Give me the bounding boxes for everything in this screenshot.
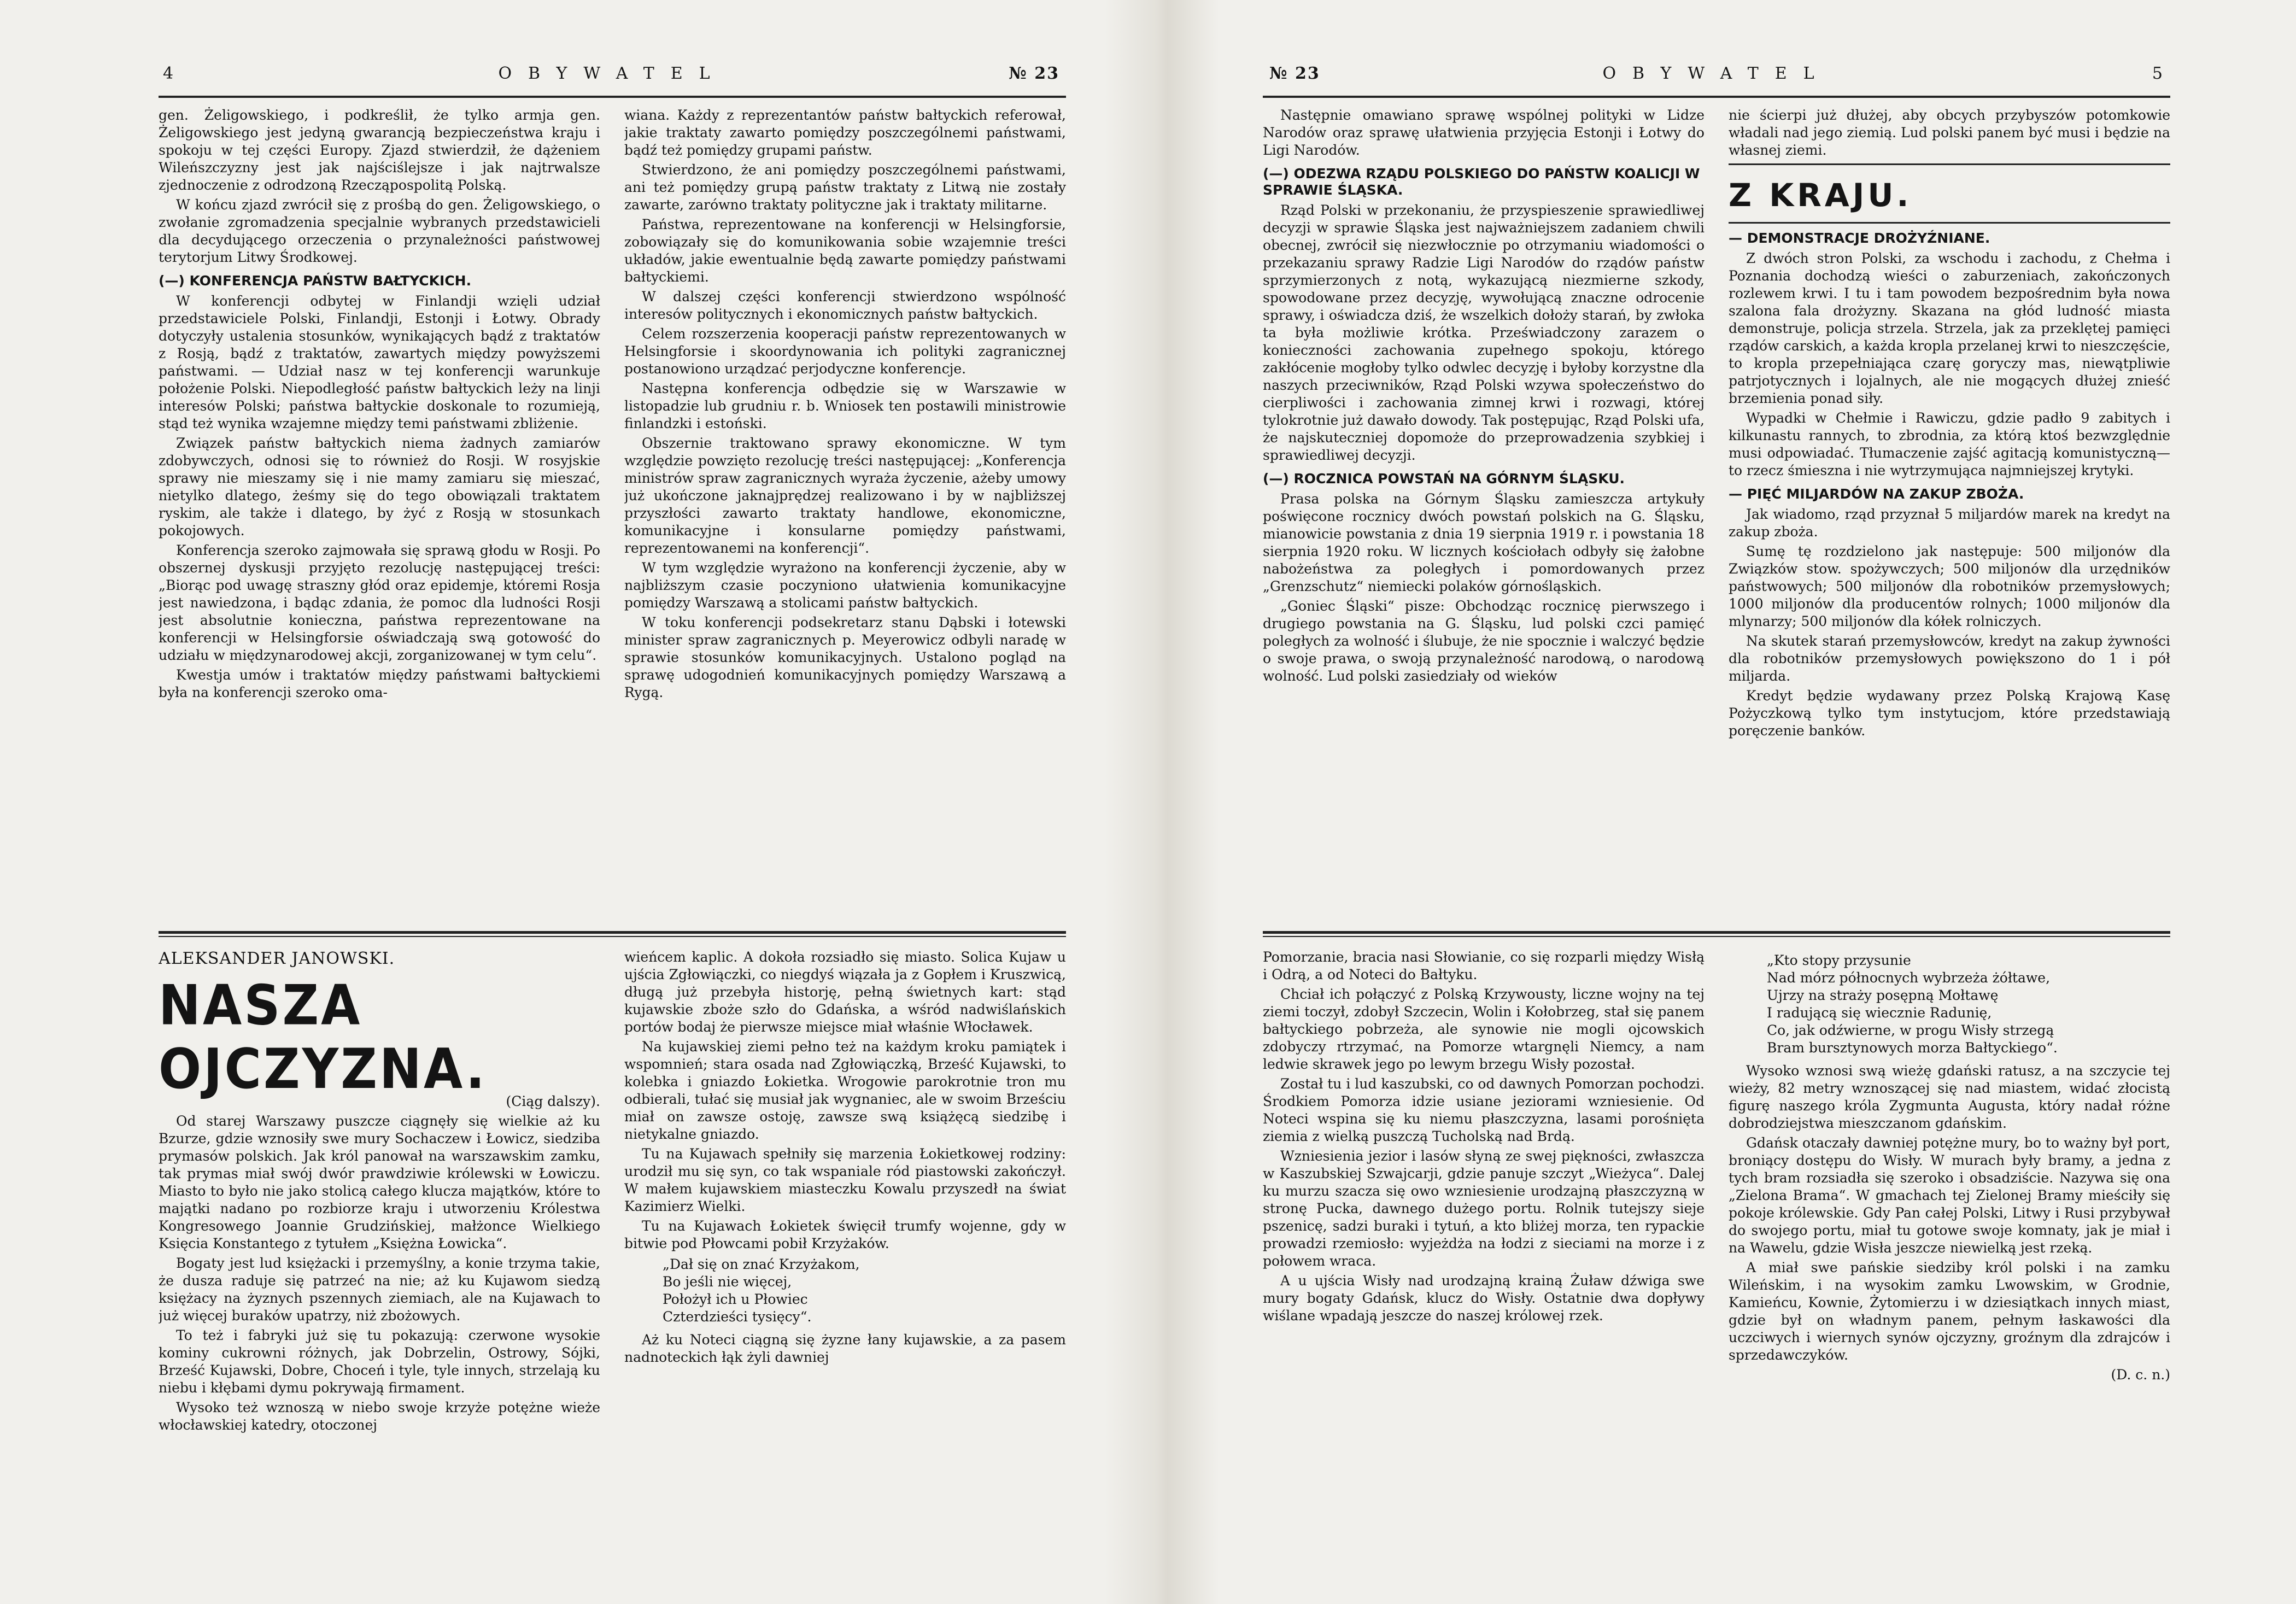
poem-line: Nad mórz północnych wybrzeża żółtawe, xyxy=(1767,970,2051,986)
paragraph: Wysoko też wznoszą w niebo swoje krzyże potężne wieże włocławskiej katedry, otoczonej xyxy=(159,1399,600,1433)
poem-line: Bram bursztynowych morza Bałtyckiego“. xyxy=(1767,1040,2058,1056)
section-heading: (—) ROCZNICA POWSTAŃ NA GÓRNYM ŚLĄSKU. xyxy=(1263,471,1625,487)
paragraph: W toku konferencji podsekretarz stanu Dąbski i łotewski minister spraw zagranicznych p. Meyerowicz odbyli naradę w sprawie stosunków komunikacyjnych. Ustalono pogląd na sprawę udogodnień komunikacyjnych pomiędzy Warszawą a Rygą. xyxy=(624,614,1066,700)
paragraph: Wzniesienia jezior i lasów słyną ze swej piękności, zwłaszcza w Kaszubskiej Szwajcarji, gdzie panuje szczyt „Wieżyca“. Dalej ku murzu szacza się owo wzniesienie urodzajną płaszczyzną w stronę Pucka, dawnego dużego portu. Rolnik tutejszy sieje pszenicę, sadzi buraki i tytuń, a kto bliżej morza, ten rypackie prowadzi rzemiosło: wyjeżdża na łodzi z sieciami na morze i z połowem wraca. xyxy=(1263,1148,1705,1269)
paragraph: Rząd Polski w przekonaniu, że przyspieszenie sprawiedliwej decyzji w sprawie Śląska jest najważniejszem zadaniem chwili obecnej, zwrócił się niezwłocznie po otrzymaniu wiadomości o przekazaniu sprawy Radzie Ligi Narodów do rządów państw sprzymierzonych z notą, wykazującą niezmierne szkody, spowodowane przez decyzję, wywołującą znaczne odrocenie sprawy, i oświadcza dziś, że wszelkich dołoży starań, by zwłoka ta była możliwie krótka. Przeświadczony zarazem o konieczności zachowania zupełnego spokoju, którego zakłócenie mogłoby tylko odwlec decyzję i byłoby korzystne dla naszych przeciwników, Rząd Polski wzywa społeczeństwo do cierpliwości i zachowania zimnej krwi i rozwagi, której tylokrotnie już dawało dowody. Tak postępując, Rząd Polski ufa, że najskuteczniej dopomoże do przeprowadzenia szybkiej i sprawiedliwej decyzji. xyxy=(1263,202,1705,463)
section-title: Z KRAJU. xyxy=(1729,177,1912,214)
paragraph: Wypadki w Chełmie i Rawiczu, gdzie padło 9 zabitych i kilkunastu rannych, to zbrodnia, za którą ktoś bezwzględnie musi odpowiadać. Tłumaczenie zajść agitacją komunistyczną—to rzecz śmieszna i nie wytrzymująca najmniejszej krytyki. xyxy=(1729,410,2170,479)
poem-line: „Kto stopy przysunie xyxy=(1767,952,1911,968)
paragraph: Tu na Kujawach Łokietek święcił trumfy wojenne, gdy w bitwie pod Płowcami pobił Krzyżaków. xyxy=(624,1218,1066,1251)
paragraph: Państwa, reprezentowane na konferencji w Helsingforsie, zobowiązały się do komunikowania sobie wzajemnie treści układów, jakie ewentualnie będą zawarte pomiędzy państwami bałtyckiemi. xyxy=(624,216,1066,285)
paragraph: To też i fabryki już się tu pokazują: czerwone wysokie kominy cukrowni różnych, jak Dobrzelin, Ostrowy, Sójki, Brześć Kujawski, Dobre, Choceń i tyle, tyle innych, strzelają ku niebu i kłębami dymu pokrywają firmament. xyxy=(159,1327,600,1396)
paragraph: Tu na Kujawach spełniły się marzenia Łokietkowej rodziny: urodził mu się syn, co tak wspaniale ród piastowski zakończył. W małem kujawskiem miasteczku Kowalu przyszedł na świat Kazimierz Wielki. xyxy=(624,1146,1066,1214)
paragraph: wieńcem kaplic. A dokoła rozsiadło się miasto. Solica Kujaw u ujścia Zgłowiączki, co niegdyś wiązała ja z Gopłem i Kruszwicą, długą już przebyła historję, pełną świetnych kart: stąd kujawskie zboże szło do Gdańska, a wśród nadwiślańskich portów bodaj że pierwsze miejsce miał właśnie Włocławek. xyxy=(624,949,1066,1035)
article-author: ALEKSANDER JANOWSKI. xyxy=(159,949,395,968)
paragraph: Na skutek starań przemysłowców, kredyt na zakup żywności dla robotników przemysłowych powiększono do 1 i pół miljarda. xyxy=(1729,633,2170,684)
paragraph: Bogaty jest lud księżacki i przemyślny, a konie trzyma takie, że dusza raduje się patrzeć na nie; aż ku Kujawom siedzą księżacy na żyznych pszennych ziemiach, ale na Kujawach to już więcej buraków upatrzy, niż zbożowych. xyxy=(159,1255,600,1324)
right-page xyxy=(1263,52,2170,1462)
continuation-note: (D. c. n.) xyxy=(2111,1367,2170,1383)
paragraph: Stwierdzono, że ani pomiędzy poszczególnemi państwami, ani też pomiędzy grupą państw traktaty z Litwą nie zostały zawarte, zarówno traktaty polityczne jak i traktaty militarne. xyxy=(624,162,1066,213)
paragraph: Jak wiadomo, rząd przyznał 5 miljardów marek na kredyt na zakup zboża. xyxy=(1729,506,2170,540)
poem-line: Bo jeśli nie więcej, xyxy=(663,1274,792,1290)
article-title: NASZA OJCZYZNA. xyxy=(159,973,487,1102)
news-columns xyxy=(159,107,1066,916)
paragraph: Został tu i lud kaszubski, co od dawnych Pomorzan pochodzi. Środkiem Pomorza idzie usiane jeziorami wzniesienie. Od Noteci wspina się ku niemu płaszczyzna, lasami porośnięta ziemia z wielką puszczą Tucholską nad Brdą. xyxy=(1263,1076,1705,1144)
paragraph: nie ścierpi już dłużej, aby obcych przybyszów potomkowie władali nad jego ziemią. Lud polski panem być musi i będzie na własnej ziemi. xyxy=(1729,107,2170,158)
page-number: 4 xyxy=(163,64,175,83)
paragraph: A u ujścia Wisły nad urodzajną krainą Żuław dźwiga swe mury bogaty Gdańsk, klucz do Wisły. Ostatnie dwa dopływy wiślane wpadają jeszcze do naszej królowej rzek. xyxy=(1263,1273,1705,1324)
issue-number: № 23 xyxy=(1009,64,1059,83)
binding-gutter xyxy=(1104,0,1219,1604)
continued-note: (Ciąg dalszy). xyxy=(506,1093,600,1109)
article-column-1 xyxy=(159,949,600,1457)
article-column-2 xyxy=(1729,949,2170,1457)
paragraph: „Goniec Śląski“ pisze: Obchodząc rocznicę pierwszego i drugiego powstania na G. Śląsku, lud polski czci pamięć poległych za wolność i ślubuje, że nie spocznie i walczyć będzie o swoje prawa, o swoją przynależność narodową, o narodową wolność. Lud polski zasiedziały od wieków xyxy=(1263,598,1705,684)
section-banner xyxy=(1729,163,2170,224)
poem-line: Położył ich u Płowiec xyxy=(663,1291,808,1307)
poem-quote xyxy=(1767,952,2170,1057)
poem-line: Ujrzy na straży posępną Mołtawę xyxy=(1767,987,1999,1003)
section-divider xyxy=(1263,931,2170,937)
paragraph: Kwestja umów i traktatów między państwami bałtyckiemi była na konferencji szeroko oma- xyxy=(159,667,600,700)
paragraph: Następnie omawiano sprawę wspólnej polityki w Lidze Narodów oraz sprawę ułatwienia przyjęcia Estonji i Łotwy do Ligi Narodów. xyxy=(1263,107,1705,158)
issue-number: № 23 xyxy=(1269,64,1320,83)
column-2 xyxy=(624,107,1066,916)
paragraph: A miał swe pańskie siedziby król polski i na zamku Wileńskim, i na wysokim zamku Lwowskim, w Grodnie, Kamieńcu, Kownie, Żytomierzu i w dziesiątkach innych miast, gdzie był on władnym panem, pełnym łaskawości dla uczciwych i wiernych synów ojczyzny, groźnym dla zdrajców i sprzedawczyków. xyxy=(1729,1260,2170,1363)
article-column-1 xyxy=(1263,949,1705,1457)
paragraph: W końcu zjazd zwrócił się z prośbą do gen. Żeligowskiego, o zwołanie zgromadzenia specjalnie wybranych przedstawicieli dla decydującego orzeczenia o przynależności państwowej terytorjum Litwy Środkowej. xyxy=(159,197,600,265)
poem-line: „Dał się on znać Krzyżakom, xyxy=(663,1256,860,1272)
paragraph: W tym względzie wyrażono na konferencji życzenie, aby w najbliższym czasie poczyniono ułatwienia komunikacyjne pomiędzy Warszawą a stolicami państw bałtyckich. xyxy=(624,560,1066,611)
paragraph: Celem rozszerzenia kooperacji państw reprezentowanych w Helsingforsie i skoordynowania ich polityki zagranicznej postanowiono urządzać perjodyczne konferencje. xyxy=(624,326,1066,377)
paragraph: gen. Żeligowskiego, i podkreślił, że tylko armja gen. Żeligowskiego jest jedyną gwarancją bezpieczeństwa kraju i spokoju w tej części Europy. Zjazd stwierdził, że dążeniem Wileńszczyzny jest jak najściślejsze i jak najtrwalsze zjednoczenie z odrodzoną Rzecząpospolitą Polską. xyxy=(159,107,600,193)
article-column-2 xyxy=(624,949,1066,1457)
paragraph: Gdańsk otaczały dawniej potężne mury, bo to ważny był port, broniący dostępu do Wisły. W murach były bramy, a jedna z tych bram rozsiadła się szeroko i obsadziście. Nazywa się ona „Zielona Brama“. W gmachach tej Zielonej Bramy mieściły się pokoje królewskie. Gdy Pan całej Polski, Litwy i Rusi przybywał do swojego portu, miał tu gotowe swoje komnaty, jak je miał i na Wawelu, gdzie Wisła jeszcze niewielką jest rzeką. xyxy=(1729,1135,2170,1256)
paragraph: wiana. Każdy z reprezentantów państw bałtyckich referował, jakie traktaty zawarto pomiędzy poszczególnemi państwami, bądź też pomiędzy grupami państw. xyxy=(624,107,1066,158)
paragraph: W dalszej części konferencji stwierdzono wspólność interesów politycznych i ekonomicznych państw bałtyckich. xyxy=(624,289,1066,322)
paragraph: Obszernie traktowano sprawy ekonomiczne. W tym względzie powzięto rezolucję treści następującej: „Konferencja ministrów spraw zagranicznych wyraża życzenie, ażeby umowy już ukończone jaknajprędzej realizowano i by w najbliższej przyszłości zawarto traktaty handlowe, ekonomiczne, komunikacyjne i konsularne pomiędzy państwami, reprezentowanemi na konferencji“. xyxy=(624,435,1066,556)
paragraph: Pomorzanie, bracia nasi Słowianie, co się rozparli między Wisłą i Odrą, a od Noteci do Bałtyku. xyxy=(1263,949,1705,982)
paragraph: W konferencji odbytej w Finlandji wzięli udział przedstawiciele Polski, Finlandji, Estonji i Łotwy. Obrady dotyczyły ustalenia stosunków, wynikających bądź z traktatów z Rosją, bądź z traktatów, zawartych między powyższemi państwami. — Udział nasz w tej konferencji warunkuje położenie Polski. Niepodległość państw bałtyckich leży na linji interesów Polski; państwa bałtyckie doskonale to rozumieją, stąd też wynika wzajemne między temi państwami zbliżenie. xyxy=(159,293,600,431)
section-divider xyxy=(159,931,1066,937)
paragraph: Związek państw bałtyckich niema żadnych zamiarów zdobywczych, odnosi się to również do Rosji. W rosyjskie sprawy nie mieszamy się i nie mamy zamiaru się mieszać, nietylko dlatego, żeśmy się do tego obowiązali traktatem ryskim, ale także i dlatego, by żyć z Rosją w stosunkach pokojowych. xyxy=(159,435,600,538)
paragraph: Z dwóch stron Polski, za wschodu i zachodu, z Chełma i Poznania dochodzą wieści o zaburzeniach, zakończonych rozlewem krwi. I tu i tam powodem bezpośrednim była nowa szalona fala drożyzny. Skazana na głód ludność miasta demonstruje, policja strzela. Strzela, jak za przeklętej pamięci rządów carskich, a każda kropla przelanej krwi to nieszczęście, to kropla przepełniająca czarę goryczy mas, niewątpliwie patrjotycznych i lojalnych, ale nie mogących dłużej znieść brzemienia ponad siły. xyxy=(1729,250,2170,407)
paragraph: Kredyt będzie wydawany przez Polską Krajową Kasę Pożyczkową tylko tym instytucjom, które przedstawiają poręczenie banków. xyxy=(1729,688,2170,739)
feature-article xyxy=(159,949,1066,1457)
paragraph: Aż ku Noteci ciągną się żyzne łany kujawskie, a za pasem nadnoteckich łąk żyli dawniej xyxy=(624,1332,1066,1365)
section-heading: — DEMONSTRACJE DROŻYŹNIANE. xyxy=(1729,230,1990,247)
column-1 xyxy=(1263,107,1705,916)
poem-line: I radującą się wiecznie Radunię, xyxy=(1767,1005,1992,1021)
poem-line: Co, jak odźwierne, w progu Wisły strzegą xyxy=(1767,1022,2054,1038)
page-number: 5 xyxy=(2152,64,2164,83)
page-header xyxy=(1263,57,2170,98)
news-columns xyxy=(1263,107,2170,916)
paragraph: Prasa polska na Górnym Śląsku zamieszcza artykuły poświęcone rocznicy dwóch powstań polskich na G. Śląsku, mianowicie powstania z dnia 19 sierpnia 1919 r. i powstania 18 sierpnia 1920 roku. W licznych kościołach odbyły się żałobne nabożeństwa za poległych i pomordowanych przez „Grenzschutz“ niemiecki polaków górnośląskich. xyxy=(1263,491,1705,594)
paragraph: Od starej Warszawy puszcze ciągnęły się wielkie aż ku Bzurze, gdzie wznosiły swe mury Sochaczew i Łowicz, siedziba prymasów polskich. Jak król panował na warszawskim zamku, tak prymas miał swój dwór prawdziwie królewski w Łowiczu. Miasto to było nie jako stolicą całego klucza majątków, które to majątki nadano po rozbiorze kraju i utworzeniu Królestwa Kongresowego Joannie Grudzińskiej, małżonce Wielkiego Księcia Konstantego z tytułem „Księżna Łowicka“. xyxy=(159,1113,600,1251)
paragraph: Na kujawskiej ziemi pełno też na każdym kroku pamiątek i wspomnień; stara osada nad Zgłowiączką, Brześć Kujawski, to kolebka i gniazdo Łokietka. Wrogowie parokrotnie tron mu odbierali, tułać się musiał jak wygnaniec, ale w swoim Brześciu miał on zawsze ostoję, zawsze swą książęcą siedzibę i nietykalne gniazdo. xyxy=(624,1039,1066,1142)
column-2 xyxy=(1729,107,2170,916)
section-heading: (—) ODEZWA RZĄDU POLSKIEGO DO PAŃSTW KOALICJI W SPRAWIE ŚLĄSKA. xyxy=(1263,166,1700,198)
page-header xyxy=(159,57,1066,98)
paragraph: Sumę tę rozdzielono jak następuje: 500 miljonów dla Związków stow. spożywczych; 500 miljonów dla urzędników państwowych; 500 miljonów dla robotników przemysłowych; 1000 miljonów dla producentów rolnych; 1000 miljonów dla mlynarzy; 500 miljonów dla kółek rolniczych. xyxy=(1729,543,2170,630)
column-1 xyxy=(159,107,600,916)
left-page xyxy=(159,52,1066,1462)
poem-quote xyxy=(663,1256,1066,1326)
section-heading: (—) KONFERENCJA PAŃSTW BAŁTYCKICH. xyxy=(159,273,472,289)
section-heading: — PIĘĆ MILJARDÓW NA ZAKUP ZBOŻA. xyxy=(1729,486,2024,502)
paragraph: Konferencja szeroko zajmowała się sprawą głodu w Rosji. Po obszernej dyskusji przyjęto rezolucję następującej treści: „Biorąc pod uwagę straszny głód oraz epidemje, któremi Rosja jest nawiedzona, i bądąc zdania, że pomoc dla ludności Rosji jest absolutnie konieczna, państwa reprezentowane na konferencji w Helsingforsie oświadczają swą gotowość do udziału w międzynarodowej akcji, zorganizowanej w tym celu“. xyxy=(159,542,600,663)
poem-line: Czterdzieści tysięcy“. xyxy=(663,1309,812,1325)
paragraph: Następna konferencja odbędzie się w Warszawie w listopadzie lub grudniu r. b. Wniosek ten postawili ministrowie finlandzki i estoński. xyxy=(624,380,1066,431)
paragraph: Chciał ich połączyć z Polską Krzywousty, liczne wojny na tej ziemi toczył, zdobył Szczecin, Wolin i Kołobrzeg, stał się panem bałtyckiego pobrzeża, ale synowie nie mogli ojcowskich zdobyczy rtrzymać, na Pomorze wtargnęli Niemcy, a nam ledwie skrawek jego po lewym brzegu Wisły pozostał. xyxy=(1263,986,1705,1072)
masthead-title: OBYWATEL xyxy=(1602,64,1831,83)
paragraph: Wysoko wznosi swą wieżę gdański ratusz, a na szczycie tej wieży, 82 metry wznoszącej się nad miastem, widać złocistą figurę naszego króla Zygmunta Augusta, który nadał różne dobrodziejstwa mieszczanom gdańskim. xyxy=(1729,1063,2170,1131)
masthead-title: OBYWATEL xyxy=(498,64,727,83)
feature-article-continued xyxy=(1263,949,2170,1457)
